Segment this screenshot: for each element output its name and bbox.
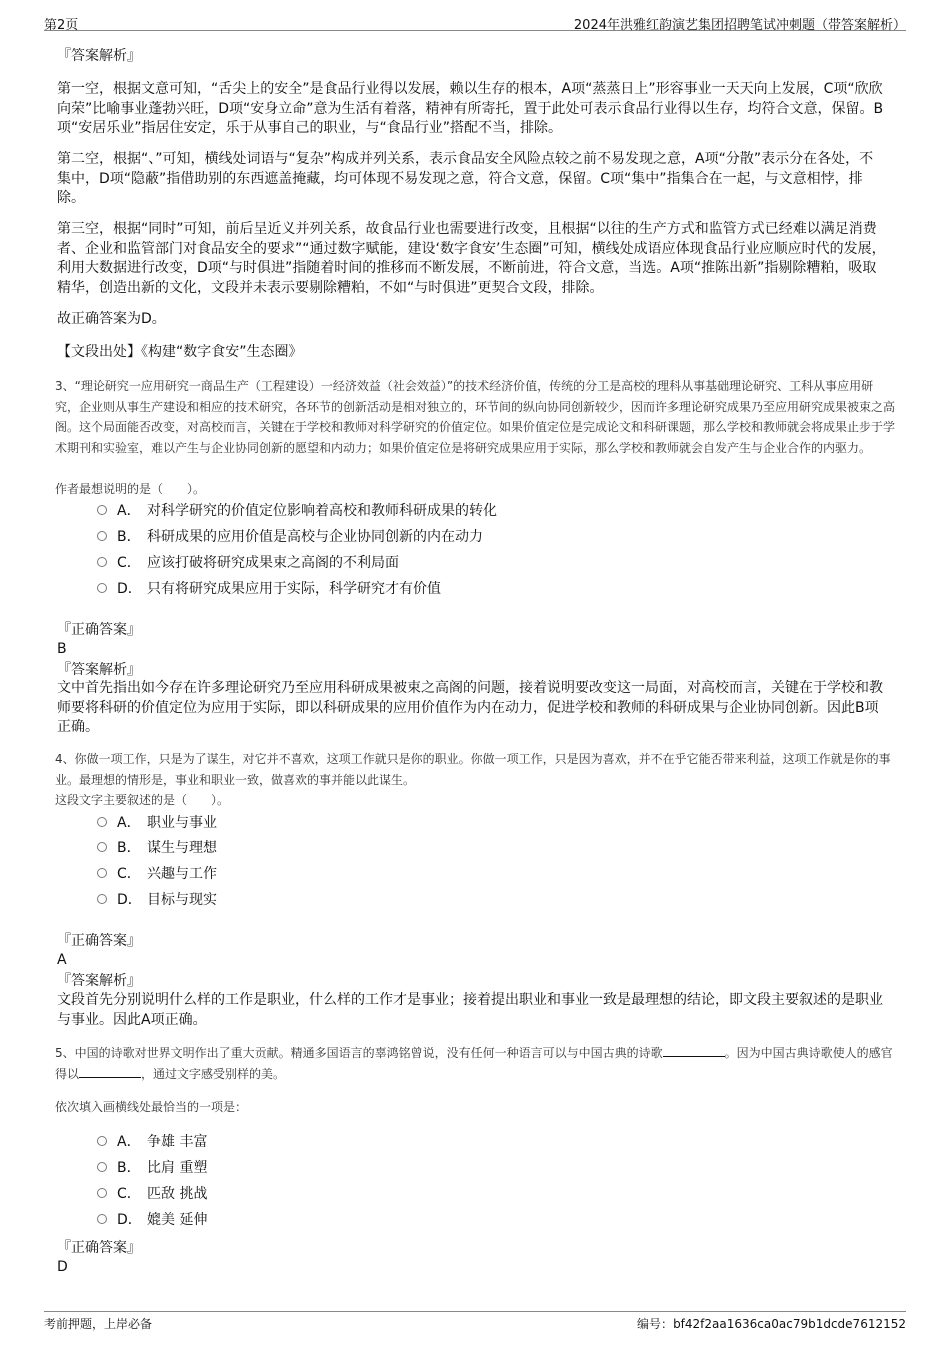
- question-ask: 依次填入画横线处最恰当的一项是：: [55, 1100, 248, 1114]
- fill-blank: [663, 1046, 725, 1057]
- fill-blank: [79, 1067, 141, 1078]
- option-a[interactable]: A． 争雄 丰富: [97, 1132, 207, 1152]
- radio-icon[interactable]: [97, 505, 107, 515]
- radio-icon[interactable]: [97, 1188, 107, 1198]
- page-header: [44, 0, 906, 31]
- page-footer: [44, 1311, 906, 1331]
- question-stem: 3、“理论研究一应用研究一商品生产（工程建设）一经济效益（社会效益）”的技术经济价值，传统的分工是高校的理科从事基础理论研究、工科从事应用研究，企业则从事生产建设和相应的技术研究，各环节的创新活动是相对独立的，环节间的纵向协同创新较少，因而许多理论研究成果乃至应用研究成果被束之高阁。这个局面能否改变，对高校而言，关键在于学校和教师对科学研究的价值定位。如果价值定位是完成论文和科研课题，那么学校和教师就会将成果止步于学术期刊和实验室，难以产生与企业协同创新的愿望和内动力；如果价值定位是将研究成果应用于实际，那么学校和教师就会自发产生与企业合作的内驱力。: [55, 379, 896, 455]
- question-stem: 4、你做一项工作，只是为了谋生，对它并不喜欢，这项工作就只是你的职业。你做一项工作，只是因为喜欢，并不在乎它能否带来利益，这项工作就是你的事业。最理想的情形是，事业和职业一致，做喜欢的事并能以此谋生。: [55, 752, 891, 787]
- option-a[interactable]: A． 职业与事业: [97, 813, 217, 833]
- option-b[interactable]: B． 比肩 重塑: [97, 1158, 207, 1178]
- page-number: 第2页: [44, 18, 79, 33]
- question-stem: 5、中国的诗歌对世界文明作出了重大贡献。精通多国语言的辜鸿铭曾说，没有任何一种语言可以与中国古典的诗歌 。因为中国古典诗歌使人的感官得以 ，通过文字感受别样的美。: [55, 1046, 893, 1081]
- correct-answer: A: [57, 952, 67, 968]
- correct-answer-label: 『正确答案』: [57, 622, 141, 638]
- question-ask: 作者最想说明的是（ ）。: [55, 482, 206, 496]
- radio-icon[interactable]: [97, 842, 107, 852]
- option-c[interactable]: C． 兴趣与工作: [97, 864, 217, 884]
- question-ask: 这段文字主要叙述的是（ ）。: [55, 793, 230, 807]
- analysis-label: 『答案解析』: [57, 662, 141, 678]
- radio-icon[interactable]: [97, 868, 107, 878]
- footer-slogan: 考前押题，上岸必备: [44, 1317, 153, 1331]
- analysis-label: 『答案解析』: [57, 973, 141, 989]
- option-a[interactable]: A． 对科学研究的价值定位影响着高校和教师科研成果的转化: [97, 501, 497, 521]
- radio-icon[interactable]: [97, 1162, 107, 1172]
- correct-answer-label: 『正确答案』: [57, 933, 141, 949]
- correct-answer-label: 『正确答案』: [57, 1240, 141, 1256]
- radio-icon[interactable]: [97, 583, 107, 593]
- correct-answer: D: [57, 1259, 68, 1275]
- radio-icon[interactable]: [97, 531, 107, 541]
- analysis-paragraph: 第二空，根据“、”可知，横线处词语与“复杂”构成并列关系，表示食品安全风险点较之前不易发现之意，A项“分散”表示分在各处，不集中，D项“隐蔽”指借助别的东西遮盖掩藏，均可体现不易发现之意，符合文意，保留。C项“集中”指集合在一起，与文意相悖，排除。: [57, 151, 874, 206]
- answer-conclusion: 故正确答案为D。: [57, 311, 166, 327]
- analysis-paragraph: 第一空，根据文意可知，“舌尖上的安全”是食品行业得以发展，赖以生存的根本，A项“蒸蒸日上”形容事业一天天向上发展，C项“欣欣向荣”比喻事业蓬勃兴旺，D项“安身立命”意为生活有着落，精神有所寄托，置于此处可表示食品行业得以生存，均符合文意，保留。B项“安居乐业”指居住安定，乐于从事自己的职业，与“食品行业”搭配不当，排除。: [57, 81, 884, 136]
- analysis-paragraph: 文段首先分别说明什么样的工作是职业，什么样的工作才是事业；接着提出职业和事业一致是最理想的结论，即文段主要叙述的是职业与事业。因此A项正确。: [57, 992, 883, 1028]
- option-b[interactable]: B． 谋生与理想: [97, 838, 217, 858]
- correct-answer: B: [57, 641, 67, 657]
- radio-icon[interactable]: [97, 557, 107, 567]
- document-code: 编号：bf42f2aa1636ca0ac79b1dcde7612152: [637, 1317, 906, 1331]
- radio-icon[interactable]: [97, 1214, 107, 1224]
- document-title: 2024年洪雅红韵演艺集团招聘笔试冲刺题（带答案解析）: [573, 18, 906, 33]
- radio-icon[interactable]: [97, 817, 107, 827]
- analysis-paragraph: 第三空，根据“同时”可知，前后呈近义并列关系，故食品行业也需要进行改变，且根据“以往的生产方式和监管方式已经难以满足消费者、企业和监管部门对食品安全的要求”“通过数字赋能，建设‘数字食安’生态圈”可知，横线处成语应体现食品行业应顺应时代的发展，利用大数据进行改变，D项“与时俱进”指随着时间的推移而不断发展，不断前进，符合文意，当选。A项“推陈出新”指剔除糟粕，吸取精华，创造出新的文化，文段并未表示要剔除糟粕，不如“与时俱进”更契合文段，排除。: [57, 221, 886, 296]
- option-d[interactable]: D． 媲美 延伸: [97, 1210, 207, 1230]
- option-d[interactable]: D． 只有将研究成果应用于实际，科学研究才有价值: [97, 579, 441, 599]
- option-c[interactable]: C． 应该打破将研究成果束之高阁的不利局面: [97, 553, 399, 573]
- radio-icon[interactable]: [97, 1136, 107, 1146]
- option-d[interactable]: D． 目标与现实: [97, 890, 217, 910]
- option-b[interactable]: B． 科研成果的应用价值是高校与企业协同创新的内在动力: [97, 527, 483, 547]
- radio-icon[interactable]: [97, 894, 107, 904]
- option-c[interactable]: C． 匹敌 挑战: [97, 1184, 207, 1204]
- passage-source: 【文段出处】《构建“数字食安”生态圈》: [57, 344, 303, 360]
- analysis-label: 『答案解析』: [57, 48, 141, 64]
- analysis-paragraph: 文中首先指出如今存在许多理论研究乃至应用科研成果被束之高阁的问题，接着说明要改变这一局面，对高校而言，关键在于学校和教师要将科研的价值定位为应用于实际，即以科研成果的应用价值作为内在动力，促进学校和教师的科研成果与企业协同创新。因此B项正确。: [57, 680, 883, 735]
